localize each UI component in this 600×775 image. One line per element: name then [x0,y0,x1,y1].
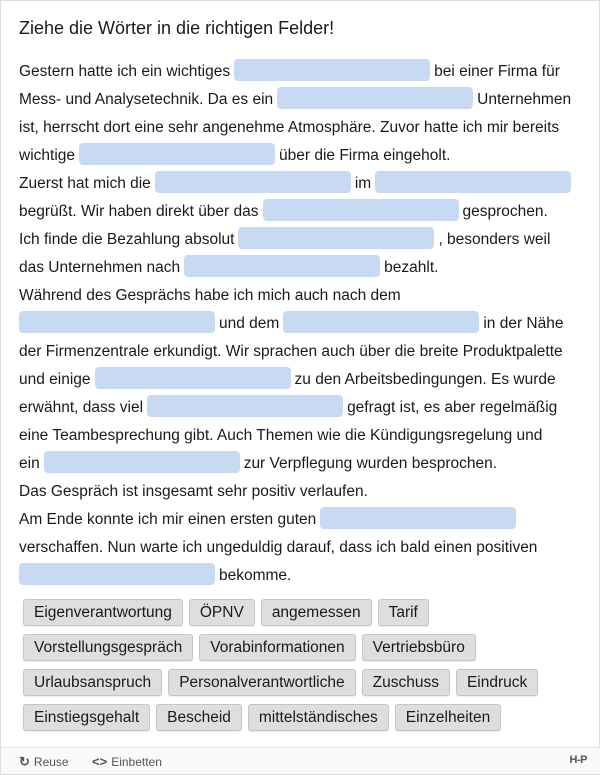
text-line [19,226,589,254]
text-segment: das Unternehmen nach [19,259,181,276]
embed-label: Einbetten [111,754,162,769]
draggable-word[interactable]: Einstiegsgehalt [23,704,150,731]
text-segment: im [354,175,372,192]
text-segment: und einige [19,371,91,388]
text-segment: Ich finde die Bezahlung absolut [19,231,235,248]
text-line [19,170,589,198]
drop-zone[interactable] [79,143,275,165]
text-segment: gefragt ist, es aber regelmäßig [347,399,558,416]
text-segment: , besonders weil [438,231,551,248]
text-line [19,534,589,562]
drop-zone[interactable] [184,255,380,277]
text-line [19,422,589,450]
text-segment: bekomme. [219,567,292,584]
draggable-word[interactable]: angemessen [261,599,372,626]
drop-zone[interactable] [234,59,430,81]
text-segment: Gestern hatte ich ein wichtiges [19,63,231,80]
text-line [19,254,589,282]
text-segment: zur Verpflegung wurden besprochen. [243,455,498,472]
drop-zone[interactable] [155,171,351,193]
text-line [19,310,589,338]
text-segment: Unternehmen [477,91,572,108]
text-segment: bezahlt. [384,259,439,276]
h5p-logo: H-P [569,754,587,766]
text-line [19,450,589,478]
text-segment: bei einer Firma für [434,63,560,80]
text-segment: ist, herrscht dort eine sehr angenehme Atmosphäre. Zuvor hatte ich mir bereits [19,119,560,136]
draggable-word[interactable]: Personalverantwortliche [168,669,355,696]
text-segment: zu den Arbeitsbedingungen. Es wurde [294,371,556,388]
word-row [23,669,583,704]
draggable-word[interactable]: Vertriebsbüro [362,634,476,661]
draggable-word[interactable]: mittelständisches [248,704,389,731]
text-line [19,562,589,590]
text-line [19,394,589,422]
draggable-word[interactable]: ÖPNV [189,599,255,626]
word-bank [23,599,583,739]
text-line [19,338,589,366]
drop-zone[interactable] [95,367,291,389]
drop-zone[interactable] [19,563,215,585]
text-line [19,282,589,310]
text-segment: ein [19,455,40,472]
drop-zone[interactable] [19,311,215,333]
text-segment: und dem [219,315,280,332]
draggable-word[interactable]: Vorstellungsgespräch [23,634,193,661]
word-row [23,634,583,669]
text-segment: Zuerst hat mich die [19,175,151,192]
text-segment: begrüßt. Wir haben direkt über das [19,203,259,220]
text-segment: Während des Gesprächs habe ich mich auch nach dem [19,287,401,304]
task-title: Ziehe die Wörter in die richtigen Felder! [19,18,335,38]
text-segment: Mess- und Analysetechnik. Da es ein [19,91,274,108]
text-segment: der Firmenzentrale erkundigt. Wir sprachen auch über die breite Produktpalette [19,343,563,360]
drop-zone[interactable] [238,227,434,249]
text-line [19,366,589,394]
draggable-word[interactable]: Eindruck [456,669,538,696]
text-segment: Das Gespräch ist insgesamt sehr positiv verlaufen. [19,483,368,500]
draggable-word[interactable]: Vorabinformationen [199,634,355,661]
drop-zone[interactable] [375,171,571,193]
text-line [19,142,589,170]
draggable-word[interactable]: Bescheid [156,704,242,731]
embed-icon: <> [92,754,108,769]
drop-zone[interactable] [283,311,479,333]
drop-zone[interactable] [277,87,473,109]
text-line [19,506,589,534]
text-line [19,86,589,114]
reuse-icon: ↻ [19,754,30,769]
text-segment: gesprochen. [462,203,548,220]
text-line [19,114,589,142]
drop-zone[interactable] [263,199,459,221]
footer-bar [1,747,600,774]
text-segment: eine Teambesprechung gibt. Auch Themen wie die Kündigungsregelung und [19,427,543,444]
draggable-word[interactable]: Tarif [378,599,429,626]
text-segment: Am Ende konnte ich mir einen ersten guten [19,511,317,528]
reuse-label: Reuse [33,755,69,769]
reuse-button[interactable] [19,754,69,770]
cloze-text [19,58,589,590]
text-segment: wichtige [19,147,75,164]
text-line [19,58,589,86]
drop-zone[interactable] [147,395,343,417]
draggable-word[interactable]: Urlaubsanspruch [23,669,162,696]
text-line [19,478,589,506]
embed-button[interactable] [92,754,162,769]
drop-zone[interactable] [320,507,516,529]
text-segment: in der Nähe [483,315,564,332]
text-segment: verschaffen. Nun warte ich ungeduldig darauf, dass ich bald einen positiven [19,539,538,556]
text-segment: erwähnt, dass viel [19,399,144,416]
drop-zone[interactable] [44,451,240,473]
text-line [19,198,589,226]
word-row [23,704,583,739]
draggable-word[interactable]: Eigenverantwortung [23,599,183,626]
draggable-word[interactable]: Zuschuss [362,669,450,696]
text-segment: über die Firma eingeholt. [279,147,451,164]
word-row [23,599,583,634]
draggable-word[interactable]: Einzelheiten [395,704,501,731]
